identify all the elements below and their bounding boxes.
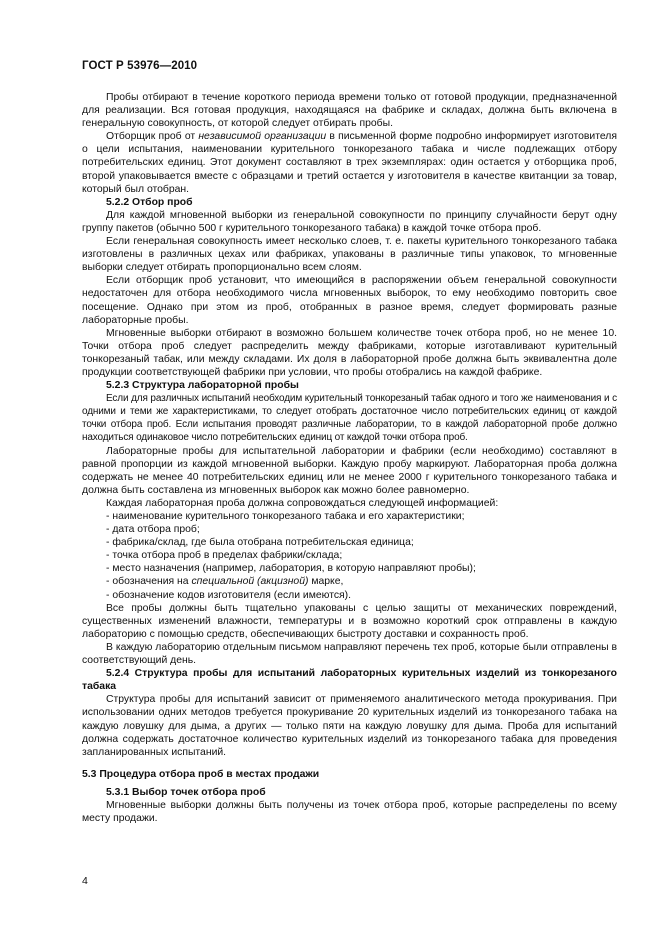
list-item: - обозначение кодов изготовителя (если имеются). [106,589,352,601]
list-item: - наименование курительного тонкорезаного табака и его характеристики; [106,511,465,522]
paragraph: Лабораторные пробы для испытательной лаборатории и фабрики (если необходимо) составляют в равной пропорции из каждой мгновенной выборки. Каждую пробу маркируют. Лабораторная проба должна содержать не менее 40 потребительских единиц или не менее 2000 г курительного тонкорезаного табака и должна быть составлена из мгновенных выборок как можно более равномерно. [82,445,617,496]
paragraph: Все пробы должны быть тщательно упакованы с целью защиты от механических повреждений, существенных изменений влажности, температуры и в возможно короткий срок отправлены в каждую лабораторию с помощью средств, обеспечивающих быстроту доставки и сохранность проб. [82,602,617,640]
section-heading: 5.2.3 Структура лабораторной пробы [106,380,299,392]
section-heading: 5.3 Процедура отбора проб в местах продажи [82,768,320,780]
list-item: - дата отбора проб; [106,524,200,536]
emphasis: специальной (акцизной) [191,576,309,588]
paragraph: В каждую лабораторию отдельным письмом направляют перечень тех проб, которые были отправлены в соответствующий день. [82,641,617,667]
paragraph: Мгновенные выборки отбирают в возможно большем количестве точек отбора проб, но не менее 10. Точки отбора проб следует распределить между фабриками, которые изготавливают курительный тонкорезаный табак, или между складами. Их доля в лабораторной пробе должна быть эквивалентна доле продукции соответствующей фабрики при условии, что пробы отобрались на каждой фабрике. [82,327,617,378]
list-item: - фабрика/склад, где была отобрана потребительская единица; [106,537,414,549]
document-body [82,91,617,825]
section-heading: 5.2.2 Отбор проб [106,196,193,208]
paragraph: Отборщик проб от независимой организации в письменной форме подробно информирует изготовителя о цели испытания, наименовании курительного тонкорезаного табака и числе подлежащих отбору потребительских единиц. Этот документ составляют в трех экземплярах: один остается у отборщика проб, второй упаковывается вместе с образцами и третий остается у изготовителя в качестве квитанции за товар, который был отобран. [82,131,617,195]
paragraph: Мгновенные выборки должны быть получены из точек отбора проб, которые распределены по всему месту продажи. [82,799,617,825]
list-item: - обозначения на специальной (акцизной) марке, [106,576,344,588]
emphasis: независимой организации [198,131,327,143]
paragraph: Пробы отбирают в течение короткого периода времени только от готовой продукции, предназначенной для реализации. Вся готовая продукция, находящаяся на фабрике и складах, должна быть включена в генеральную совокупность, от которой следует отбирать пробы. [82,92,617,130]
list-item: - место назначения (например, лаборатория, в которую направляют пробы); [106,563,476,575]
paragraph: Если для различных испытаний необходим курительный тонкорезаный табак одного и того же наименования и с одними и теми же характеристиками, то следует отобрать достаточное число потребительских единиц от каждой точки отбора проб. Если испытания проводят различные лаборатории, то в каждой лабораторной пробе должно находиться одинаковое число потребительских единиц от каждой точки отбора проб. [82,393,617,444]
section-heading: 5.2.4 Структура пробы для испытаний лабораторных курительных изделий из тонкорезаного табака [82,668,617,693]
paragraph: Если отборщик проб установит, что имеющийся в распоряжении объем генеральной совокупности недостаточен для отбора необходимого числа мгновенных выборок, то ему необходимо повторить свое посещение. Однако при этом из проб, отобранных в разное время, следует формировать разные лабораторные пробы. [82,275,617,326]
paragraph: Если генеральная совокупность имеет несколько слоев, т. е. пакеты курительного тонкорезаного табака изготовлены в различных цехах или фабриках, упакованы в различные типы упаковок, то мгновенные выборки следует отбирать пропорционально всем слоям. [82,236,617,274]
paragraph: Структура пробы для испытаний зависит от применяемого аналитического метода прокуривания. При использовании одних методов требуется прокуривание 20 курительных изделий из тонкорезаного табака на каждую ловушку для дыма, а других — только пяти на каждую ловушку для дыма. Проба для испытаний должна содержать достаточное количество курительных изделий из тонкорезаного табака для проведения запланированных испытаний. [82,694,617,758]
section-heading: 5.3.1 Выбор точек отбора проб [106,786,266,798]
list-item: - точка отбора проб в пределах фабрики/склада; [106,550,343,562]
paragraph: Для каждой мгновенной выборки из генеральной совокупности по принципу случайности берут одну группу пакетов (обычно 500 г курительного тонкорезаного табака) в каждой точке отбора проб. [82,209,617,234]
standard-header: ГОСТ Р 53976—2010 [82,60,198,72]
page-number: 4 [82,875,88,887]
paragraph: Каждая лабораторная проба должна сопровождаться следующей информацией: [106,497,499,509]
